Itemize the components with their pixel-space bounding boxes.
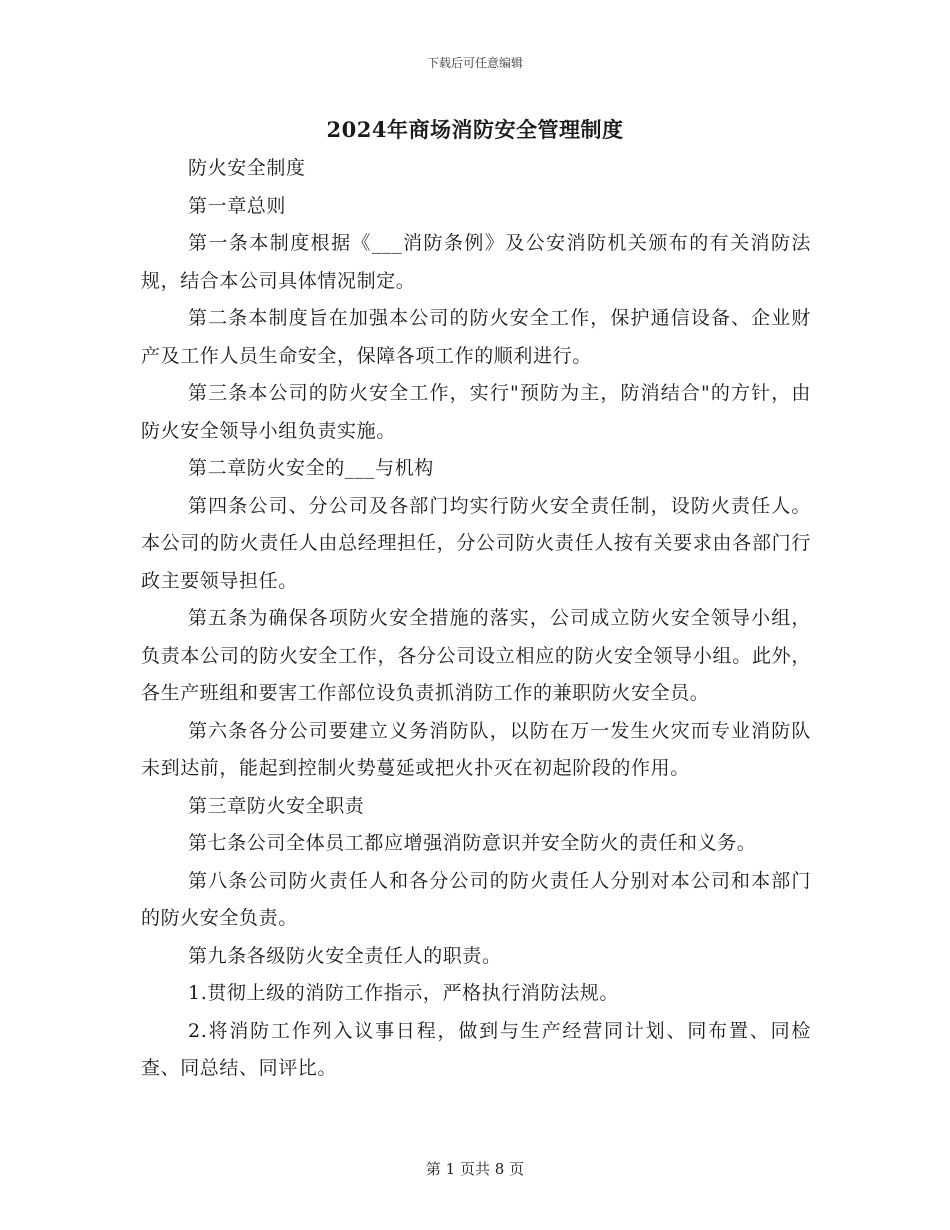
header-note: 下载后可任意编辑 bbox=[426, 56, 523, 70]
chapter-heading: 第三章防火安全职责 bbox=[188, 794, 365, 817]
chapter-heading: 第二章防火安全的___与机构 bbox=[188, 457, 434, 479]
document-body bbox=[141, 150, 811, 1088]
chapter-heading: 第一章总则 bbox=[188, 194, 287, 217]
paragraph: 第八条公司防火责任人和各分公司的防火责任人分别对本公司和本部门的防火安全负责。 bbox=[141, 869, 811, 929]
paragraph: 防火安全制度 bbox=[188, 157, 306, 179]
paragraph: 第一条本制度根据《___消防条例》及公安消防机关颁布的有关消防法规，结合本公司具体情况制定。 bbox=[141, 232, 811, 292]
document-title: 2024年商场消防安全管理制度 bbox=[326, 117, 624, 142]
list-item: 1.贯彻上级的消防工作指示，严格执行消防法规。 bbox=[188, 982, 619, 1004]
paragraph: 第四条公司、分公司及各部门均实行防火安全责任制，设防火责任人。本公司的防火责任人由总经理担任，分公司防火责任人按有关要求由各部门行政主要领导担任。 bbox=[141, 494, 811, 592]
paragraph: 第九条各级防火安全责任人的职责。 bbox=[188, 944, 502, 967]
list-item: 2.将消防工作列入议事日程，做到与生产经营同计划、同布置、同检查、同总结、同评比。 bbox=[141, 1019, 811, 1079]
paragraph: 第七条公司全体员工都应增强消防意识并安全防火的责任和义务。 bbox=[188, 832, 757, 854]
paragraph: 第五条为确保各项防火安全措施的落实，公司成立防火安全领导小组，负责本公司的防火安全工作，各分公司设立相应的防火安全领导小组。此外，各生产班组和要害工作部位设负责抓消防工作的兼职防火安全员。 bbox=[141, 607, 811, 704]
paragraph: 第二条本制度旨在加强本公司的防火安全工作，保护通信设备、企业财产及工作人员生命安全，保障各项工作的顺利进行。 bbox=[141, 307, 811, 367]
paragraph: 第六条各分公司要建立义务消防队，以防在万一发生火灾而专业消防队未到达前，能起到控制火势蔓延或把火扑灭在初起阶段的作用。 bbox=[141, 719, 811, 779]
page-number: 第 1 页共 8 页 bbox=[425, 1160, 525, 1178]
paragraph: 第三条本公司的防火安全工作，实行"预防为主，防消结合"的方针，由防火安全领导小组负责实施。 bbox=[141, 382, 811, 442]
